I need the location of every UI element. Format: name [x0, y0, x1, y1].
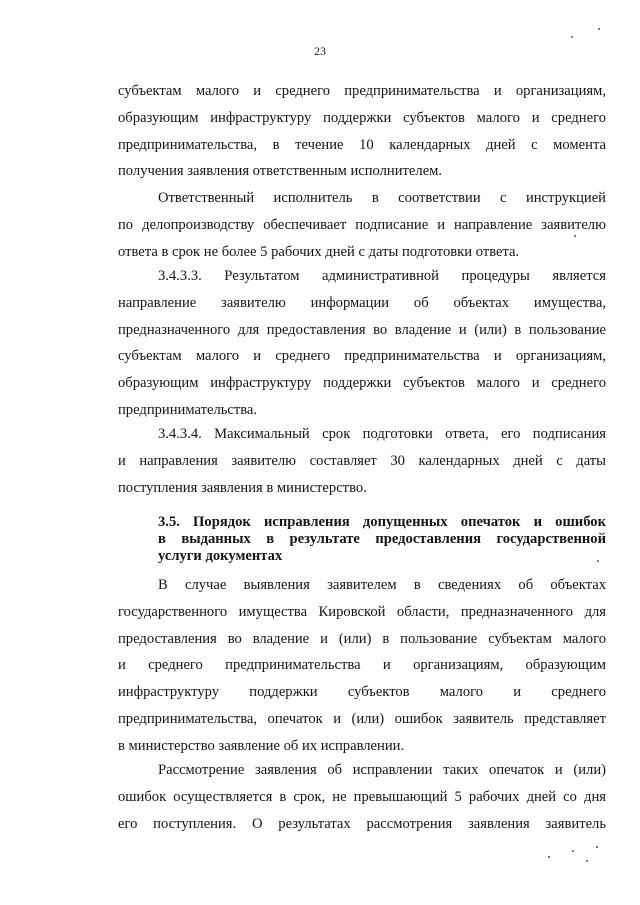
text-line: 3.4.3.4. Максимальный срок подготовки ответа, его подписания [158, 426, 606, 442]
text-line: В случае выявления заявителем в сведениях об объектах [158, 577, 606, 593]
text-line: предпринимательства, в течение 10 календарных дней с момента [118, 136, 606, 153]
scan-speck [586, 860, 588, 862]
scan-speck [572, 850, 574, 852]
text-line: и направления заявителю составляет 30 календарных дней с даты [118, 452, 606, 469]
text-line: ошибок осуществляется в срок, не превышающий 5 рабочих дней со дня [118, 788, 606, 805]
paragraph-responsible-executor [118, 185, 606, 265]
text-line: субъектам малого и среднего предпринимательства и организациям, [118, 348, 606, 365]
paragraph-3-4-3-4 [118, 421, 606, 501]
text-line: и среднего предпринимательства и организациям, образующим [118, 657, 606, 674]
text-line: предоставления во владение и (или) в пользование субъектам малого [118, 630, 606, 647]
text-line: государственного имущества Кировской области, предназначенного для [118, 603, 606, 620]
text-line: предназначенного для предоставления во владение и (или) в пользование [118, 321, 606, 338]
paragraph-continuation [118, 78, 606, 185]
text-line: инфраструктуру поддержки субъектов малого и среднего [118, 684, 606, 701]
paragraph-3-4-3-3 [118, 263, 606, 424]
text-line: Рассмотрение заявления об исправлении таких опечаток и (или) [158, 762, 606, 778]
heading-line: 3.5. Порядок исправления допущенных опечаток и ошибок [158, 514, 606, 530]
text-line: в министерство заявление об их исправлении. [118, 737, 405, 754]
text-line: по делопроизводству обеспечивает подписание и направление заявителю [118, 216, 606, 233]
scan-speck [597, 560, 599, 562]
text-line: предпринимательства, опечаток и (или) ошибок заявитель представляет [118, 710, 606, 727]
scan-speck [598, 28, 600, 30]
heading-line: услуги документах [158, 548, 283, 564]
text-line: поступления заявления в министерство. [118, 479, 367, 496]
scan-speck [571, 36, 573, 38]
page-number: 23 [314, 44, 326, 58]
heading-line: в выданных в результате предоставления государственной [158, 531, 606, 547]
text-line: субъектам малого и среднего предпринимательства и организациям, [118, 83, 606, 99]
scan-speck [574, 235, 576, 237]
text-line: направление заявителю информации об объектах имущества, [118, 294, 606, 311]
text-line: образующим инфраструктуру поддержки субъектов малого и среднего [118, 375, 606, 392]
scan-speck [548, 856, 550, 858]
text-line: Ответственный исполнитель в соответствии с инструкцией [158, 190, 606, 206]
text-line: его поступления. О результатах рассмотрения заявления заявитель [118, 815, 606, 832]
text-line: образующим инфраструктуру поддержки субъектов малого и среднего [118, 109, 606, 126]
scan-speck [596, 846, 598, 848]
text-line: ответа в срок не более 5 рабочих дней с даты подготовки ответа. [118, 243, 520, 260]
text-line: 3.4.3.3. Результатом административной процедуры является [158, 268, 606, 284]
paragraph-errors-detection [118, 572, 606, 760]
paragraph-application-review [118, 757, 606, 837]
section-heading-3-5 [158, 514, 606, 565]
text-line: предпринимательства. [118, 401, 258, 418]
text-line: получения заявления ответственным исполнителем. [118, 163, 443, 180]
